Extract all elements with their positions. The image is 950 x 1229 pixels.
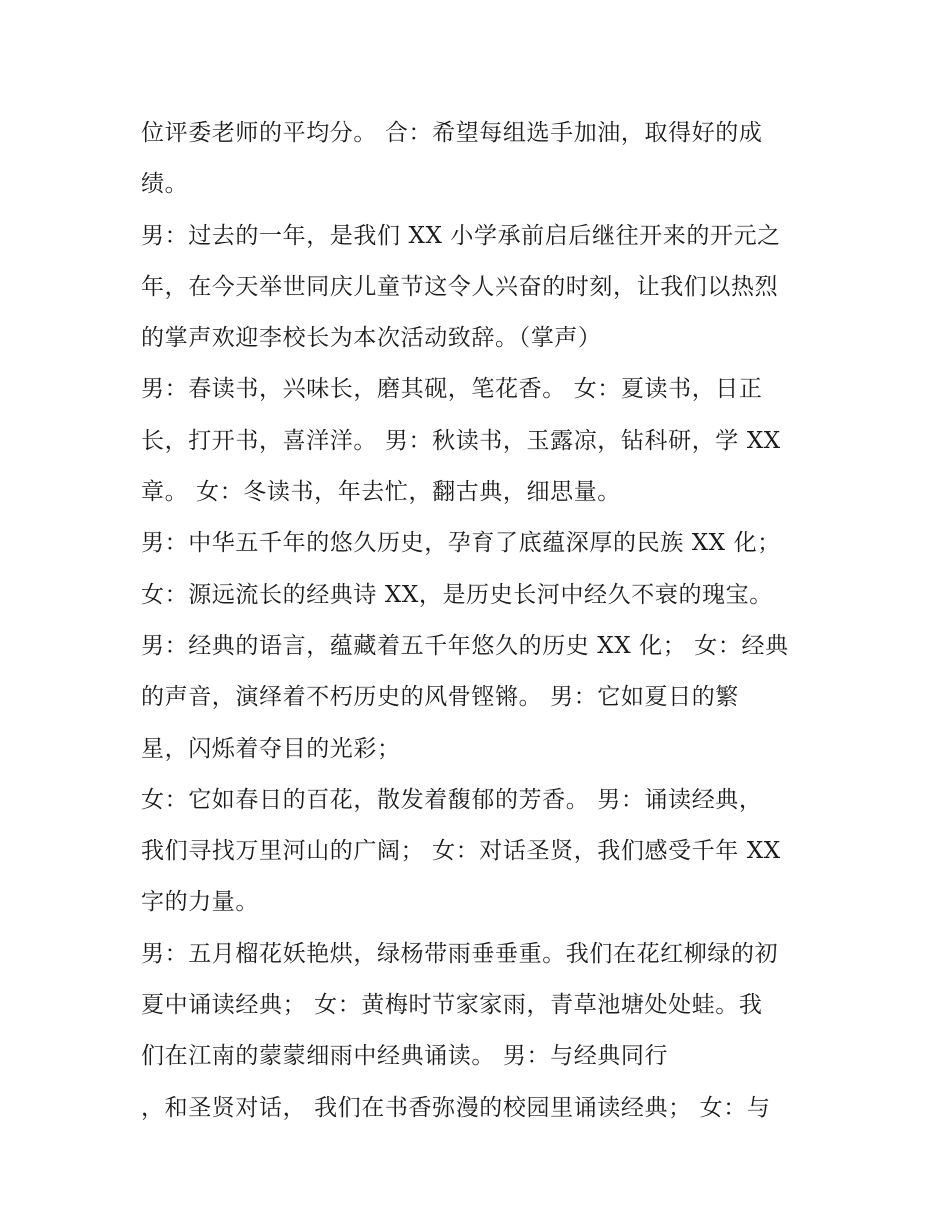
- text-line: 年，在今天举世同庆儿童节这令人兴奋的时刻，让我们以热烈: [141, 273, 779, 300]
- text-line: 的声音，演绎着不朽历史的风骨铿锵。 男：它如夏日的繁: [141, 684, 739, 711]
- text-line: 星，闪烁着夺目的光彩；: [141, 735, 401, 762]
- text-line: 章。 女：冬读书，年去忙，翻古典，细思量。: [141, 479, 621, 506]
- text-line: ，和圣贤对话， 我们在书香弥漫的校园里诵读经典； 女：与: [141, 1094, 771, 1121]
- text-line: 我们寻找万里河山的广阔； 女：对话圣贤，我们感受千年 XX: [141, 838, 781, 865]
- text-line: 们在江南的蒙蒙细雨中经典诵读。 男：与经典同行: [141, 1043, 669, 1070]
- text-line: 女：源远流长的经典诗 XX，是历史长河中经久不衰的瑰宝。: [141, 581, 773, 608]
- text-line: 男：过去的一年，是我们 XX 小学承前启后继往开来的开元之: [141, 222, 781, 249]
- text-line: 绩。: [141, 171, 189, 198]
- text-line: 位评委老师的平均分。 合：希望每组选手加油，取得好的成: [141, 120, 763, 146]
- text-line: 长，打开书，喜洋洋。 男：秋读书，玉露凉，钻科研，学 XX: [141, 427, 781, 454]
- text-line: 男：中华五千年的悠久历史，孕育了底蕴深厚的民族 XX 化；: [141, 530, 781, 557]
- document-body: [141, 108, 831, 1134]
- text-line: 男：经典的语言，蕴藏着五千年悠久的历史 XX 化； 女：经典: [141, 632, 789, 659]
- text-line: 男：五月榴花妖艳烘，绿杨带雨垂垂重。我们在花红柳绿的初: [141, 940, 779, 967]
- text-line: 夏中诵读经典； 女：黄梅时节家家雨，青草池塘处处蛙。我: [141, 992, 763, 1019]
- text-line: 的掌声欢迎李校长为本次活动致辞。（掌声）: [141, 325, 602, 352]
- text-line: 字的力量。: [141, 889, 259, 916]
- text-line: 女：它如春日的百花，散发着馥郁的芳香。 男：诵读经典，: [141, 786, 763, 813]
- text-line: 男：春读书，兴味长，磨其砚，笔花香。 女：夏读书，日正: [141, 376, 763, 403]
